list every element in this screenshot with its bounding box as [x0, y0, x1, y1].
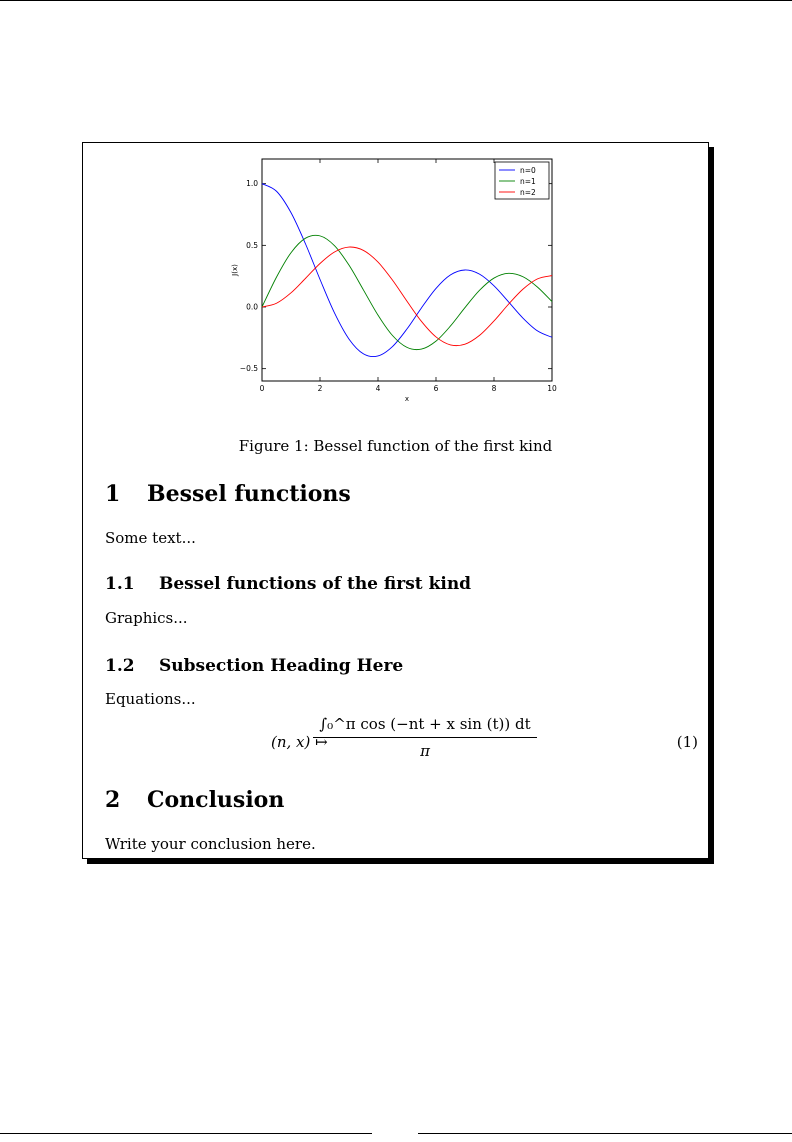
x-tick-label: 10 [547, 384, 557, 393]
section-title: Bessel functions [147, 481, 351, 507]
equation-numerator: ∫₀^π cos (−nt + x sin (t)) dt [313, 715, 537, 738]
figure-caption: Figure 1: Bessel function of the first kind [238, 437, 553, 455]
section-heading-bessel-functions [105, 481, 351, 507]
paragraph-conclusion: Write your conclusion here. [105, 835, 316, 853]
y-tick-label: 1.0 [246, 179, 258, 189]
equation-lhs: (n, x) ↦ [271, 733, 328, 751]
x-tick-label: 6 [433, 384, 439, 393]
top-rule [0, 0, 792, 1]
x-tick-label: 4 [375, 384, 381, 393]
y-tick-label: 0.0 [246, 302, 258, 312]
x-tick-label: 8 [491, 384, 497, 393]
y-axis-label: J(x) [231, 264, 239, 276]
x-axis-label: x [404, 395, 410, 403]
section-title: Conclusion [147, 787, 285, 813]
subsection-heading-first-kind [105, 574, 471, 594]
legend-label: n=2 [520, 188, 536, 197]
subsection-heading-here [105, 656, 403, 676]
equation-denominator: π [420, 742, 430, 760]
equation-block [83, 715, 708, 771]
subsection-number: 1.2 [105, 656, 135, 676]
legend-label: n=1 [520, 177, 536, 186]
section-number: 1 [105, 481, 121, 507]
footer-rule-left [0, 1133, 372, 1134]
y-tick-label: 0.5 [246, 240, 258, 250]
document-frame [82, 142, 709, 859]
section-heading-conclusion [105, 787, 284, 813]
equation-number: (1) [676, 733, 698, 751]
paragraph-some-text: Some text... [105, 529, 196, 547]
bessel-chart [228, 149, 568, 411]
x-tick-label: 0 [259, 384, 265, 393]
section-number: 2 [105, 787, 121, 813]
y-tick-label: −0.5 [239, 364, 258, 374]
subsection-number: 1.1 [105, 574, 135, 594]
paragraph-graphics: Graphics... [105, 609, 188, 627]
legend-label: n=0 [520, 166, 536, 175]
subsection-title: Subsection Heading Here [159, 656, 404, 676]
paragraph-equations: Equations... [105, 690, 196, 708]
equation-fraction [313, 715, 537, 760]
subsection-title: Bessel functions of the first kind [159, 574, 472, 594]
x-tick-label: 2 [317, 384, 323, 393]
footer-rule-right [418, 1133, 792, 1134]
